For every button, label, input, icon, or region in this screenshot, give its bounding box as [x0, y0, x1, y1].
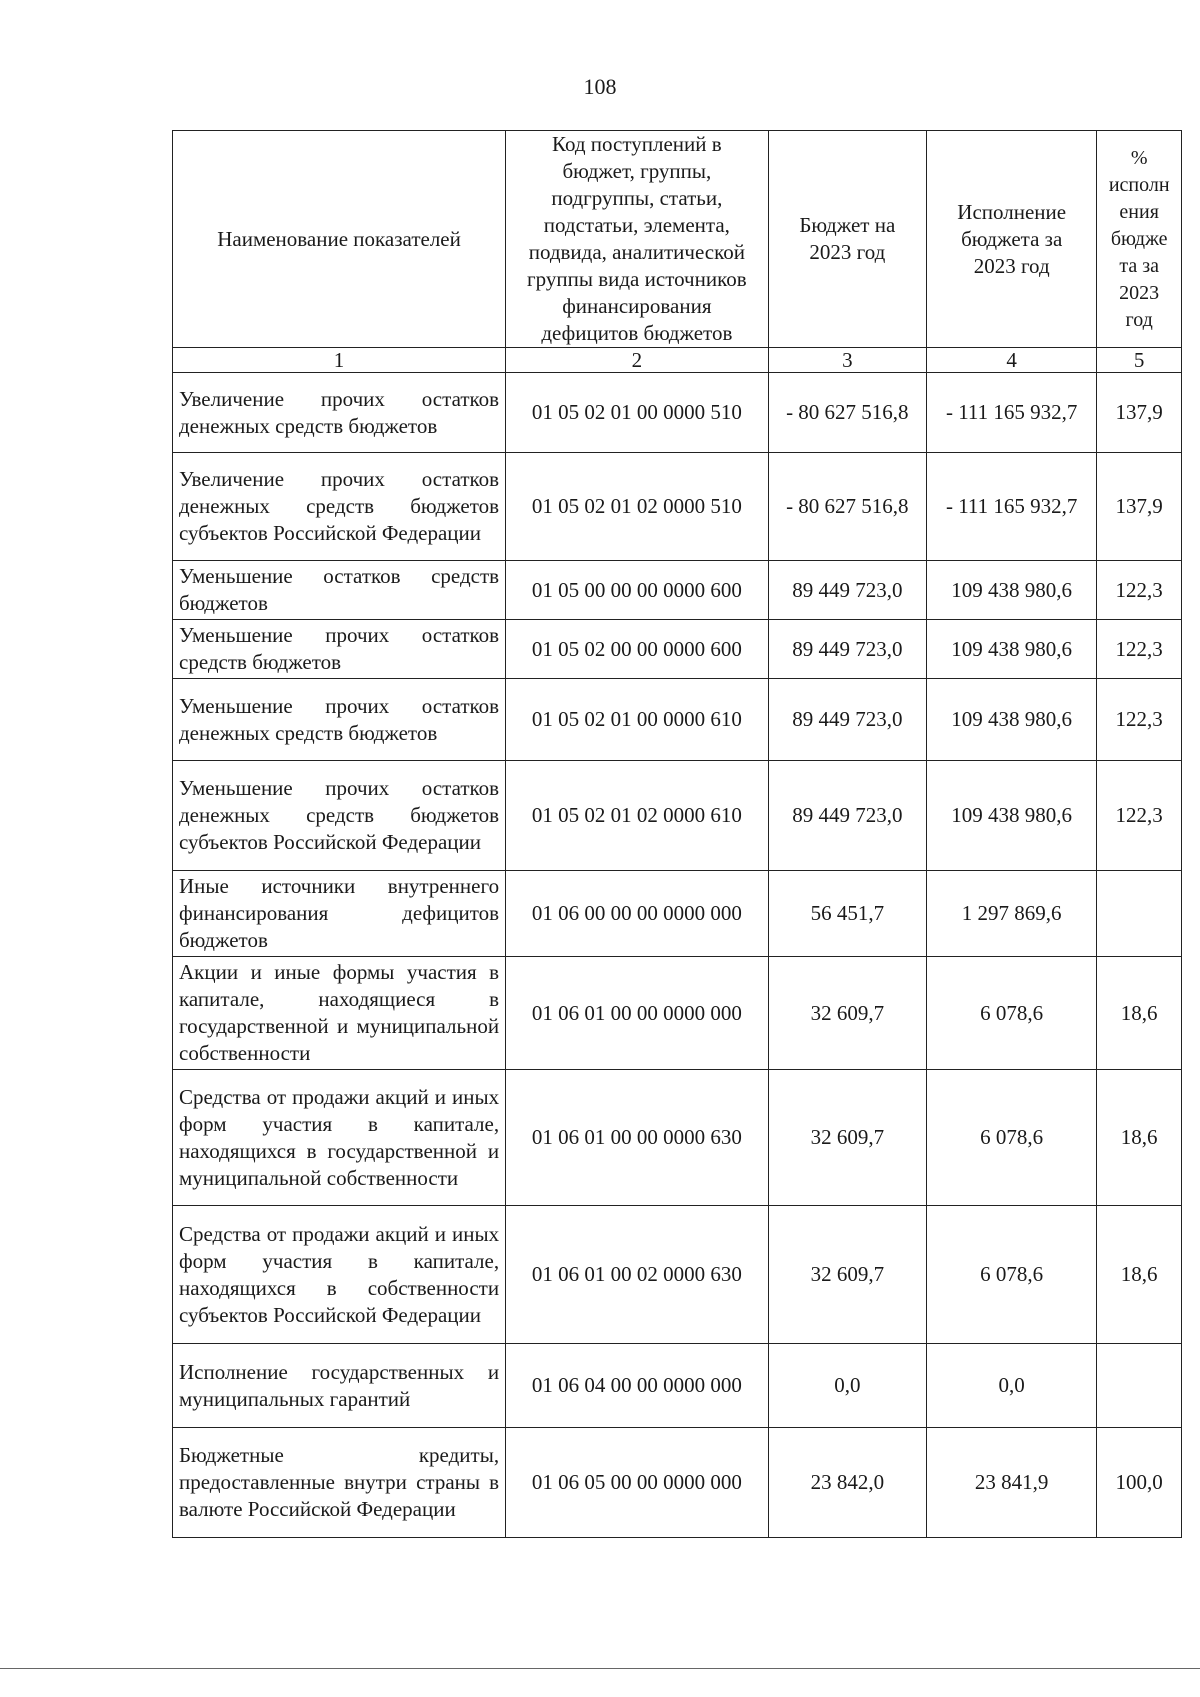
indicator-name: Средства от продажи акций и иных форм участия в капитале, находящихся в собственности субъектов Российской Федерации	[173, 1206, 506, 1344]
header-budget: Бюджет на 2023 год	[768, 131, 926, 348]
execution-percent: 122,3	[1097, 561, 1182, 620]
budget-amount: 89 449 723,0	[768, 620, 926, 679]
table-row	[173, 453, 1182, 561]
budget-amount: 56 451,7	[768, 871, 926, 957]
header-execution: Исполнение бюджета за 2023 год	[927, 131, 1097, 348]
execution-amount: 0,0	[927, 1344, 1097, 1428]
column-index: 2	[506, 348, 769, 373]
execution-amount: 23 841,9	[927, 1428, 1097, 1538]
execution-percent: 18,6	[1097, 1070, 1182, 1206]
budget-amount: 89 449 723,0	[768, 679, 926, 761]
execution-amount: 109 438 980,6	[927, 679, 1097, 761]
table-row	[173, 620, 1182, 679]
budget-amount: - 80 627 516,8	[768, 453, 926, 561]
table-row	[173, 1344, 1182, 1428]
execution-percent: 18,6	[1097, 1206, 1182, 1344]
column-index-row	[173, 348, 1182, 373]
indicator-name: Уменьшение прочих остатков денежных средств бюджетов субъектов Российской Федерации	[173, 761, 506, 871]
budget-amount: 32 609,7	[768, 1070, 926, 1206]
budget-code: 01 06 01 00 02 0000 630	[506, 1206, 769, 1344]
execution-amount: 109 438 980,6	[927, 561, 1097, 620]
header-code: Код поступлений в бюджет, группы, подгруппы, статьи, подстатьи, элемента, подвида, аналитической группы вида источников финансирования дефицитов бюджетов	[506, 131, 769, 348]
budget-sources-table	[172, 130, 1182, 1538]
execution-percent	[1097, 1344, 1182, 1428]
budget-code: 01 06 05 00 00 0000 000	[506, 1428, 769, 1538]
table-row	[173, 761, 1182, 871]
indicator-name: Бюджетные кредиты, предоставленные внутри страны в валюте Российской Федерации	[173, 1428, 506, 1538]
execution-amount: 109 438 980,6	[927, 761, 1097, 871]
column-index: 5	[1097, 348, 1182, 373]
budget-code: 01 06 01 00 00 0000 630	[506, 1070, 769, 1206]
budget-amount: 23 842,0	[768, 1428, 926, 1538]
budget-amount: 32 609,7	[768, 957, 926, 1070]
indicator-name: Увеличение прочих остатков денежных средств бюджетов субъектов Российской Федерации	[173, 453, 506, 561]
budget-code: 01 06 01 00 00 0000 000	[506, 957, 769, 1070]
column-index: 4	[927, 348, 1097, 373]
header-percent: % исполнения бюджета за 2023 год	[1097, 131, 1182, 348]
budget-amount: 0,0	[768, 1344, 926, 1428]
table-row	[173, 679, 1182, 761]
indicator-name: Средства от продажи акций и иных форм участия в капитале, находящихся в государственной и муниципальной собственности	[173, 1070, 506, 1206]
table-row	[173, 1070, 1182, 1206]
indicator-name: Акции и иные формы участия в капитале, находящиеся в государственной и муниципальной собственности	[173, 957, 506, 1070]
execution-percent: 137,9	[1097, 453, 1182, 561]
budget-code: 01 05 02 01 02 0000 510	[506, 453, 769, 561]
indicator-name: Уменьшение остатков средств бюджетов	[173, 561, 506, 620]
budget-amount: 89 449 723,0	[768, 761, 926, 871]
table-row	[173, 957, 1182, 1070]
execution-amount: - 111 165 932,7	[927, 453, 1097, 561]
table-row	[173, 1206, 1182, 1344]
budget-code: 01 05 02 01 02 0000 610	[506, 761, 769, 871]
column-index: 3	[768, 348, 926, 373]
table-row	[173, 1428, 1182, 1538]
indicator-name: Уменьшение прочих остатков средств бюджетов	[173, 620, 506, 679]
budget-amount: 32 609,7	[768, 1206, 926, 1344]
execution-percent: 100,0	[1097, 1428, 1182, 1538]
budget-code: 01 05 02 00 00 0000 600	[506, 620, 769, 679]
execution-percent: 122,3	[1097, 761, 1182, 871]
execution-amount: 6 078,6	[927, 957, 1097, 1070]
budget-code: 01 05 02 01 00 0000 610	[506, 679, 769, 761]
execution-amount: 109 438 980,6	[927, 620, 1097, 679]
table-header-row	[173, 131, 1182, 348]
table-row	[173, 561, 1182, 620]
table-row	[173, 871, 1182, 957]
budget-amount: - 80 627 516,8	[768, 373, 926, 453]
execution-amount: 1 297 869,6	[927, 871, 1097, 957]
budget-amount: 89 449 723,0	[768, 561, 926, 620]
execution-percent: 137,9	[1097, 373, 1182, 453]
execution-amount: 6 078,6	[927, 1070, 1097, 1206]
indicator-name: Уменьшение прочих остатков денежных средств бюджетов	[173, 679, 506, 761]
execution-percent: 122,3	[1097, 620, 1182, 679]
indicator-name: Исполнение государственных и муниципальных гарантий	[173, 1344, 506, 1428]
budget-code: 01 05 00 00 00 0000 600	[506, 561, 769, 620]
footer-divider	[0, 1668, 1200, 1669]
execution-percent	[1097, 871, 1182, 957]
execution-percent: 122,3	[1097, 679, 1182, 761]
budget-code: 01 06 00 00 00 0000 000	[506, 871, 769, 957]
execution-percent: 18,6	[1097, 957, 1182, 1070]
indicator-name: Иные источники внутреннего финансирования дефицитов бюджетов	[173, 871, 506, 957]
budget-code: 01 05 02 01 00 0000 510	[506, 373, 769, 453]
execution-amount: 6 078,6	[927, 1206, 1097, 1344]
page-number: 108	[583, 74, 617, 99]
indicator-name: Увеличение прочих остатков денежных средств бюджетов	[173, 373, 506, 453]
execution-amount: - 111 165 932,7	[927, 373, 1097, 453]
budget-code: 01 06 04 00 00 0000 000	[506, 1344, 769, 1428]
table-row	[173, 373, 1182, 453]
header-indicator-name: Наименование показателей	[173, 131, 506, 348]
column-index: 1	[173, 348, 506, 373]
